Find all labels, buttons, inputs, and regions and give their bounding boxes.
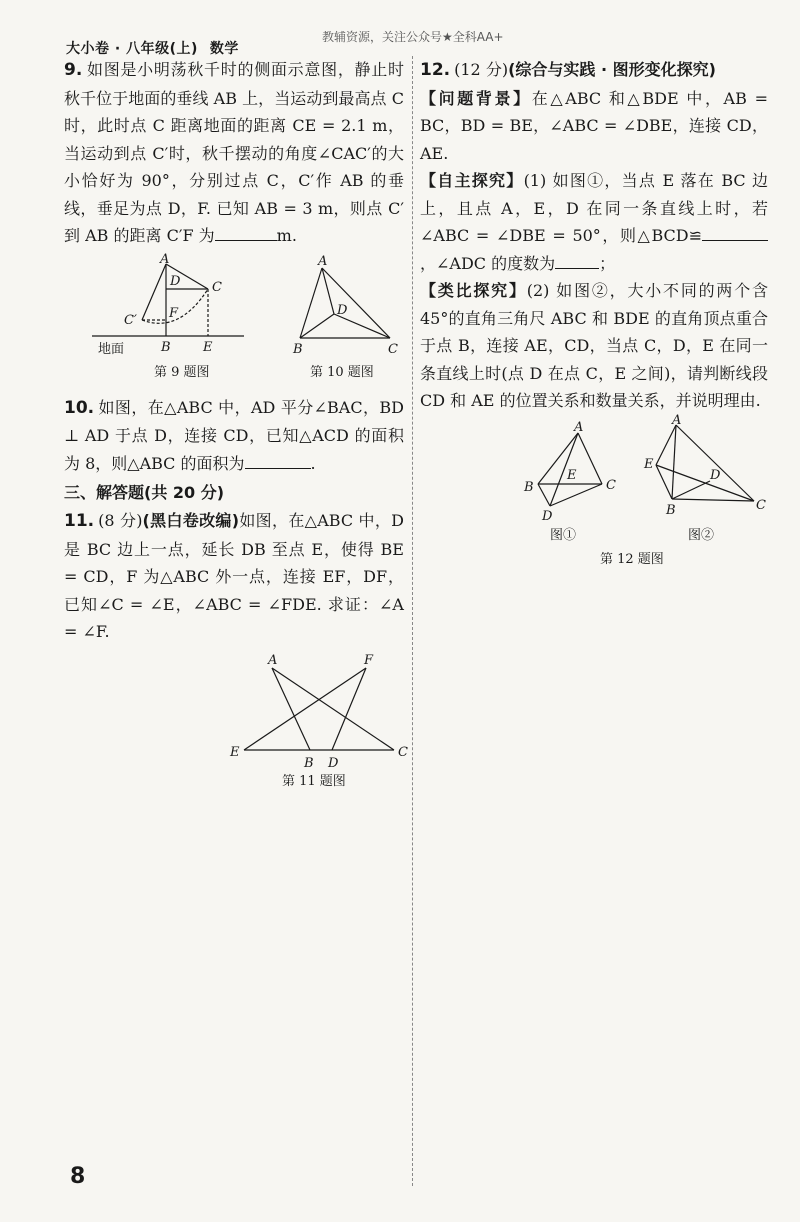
label-a: A	[160, 251, 170, 267]
side-ac	[676, 425, 754, 501]
label-c: C	[398, 744, 408, 760]
answer-blank-2[interactable]	[555, 250, 599, 269]
question-11	[64, 507, 404, 646]
question-number: 9.	[64, 60, 83, 80]
label-d: D	[328, 755, 339, 771]
figure-12	[426, 412, 766, 571]
side-ac	[322, 268, 390, 338]
label-d: D	[710, 467, 721, 483]
label-a: A	[574, 419, 584, 435]
segment-bd	[672, 481, 710, 499]
question-text: 如图，在△ABC 中，AD 平分∠BAC，BD ⊥ AD 于点 D，连接 CD，已知△ACD 的面积为 8，则△ABC 的面积为	[64, 397, 404, 473]
question-10	[64, 394, 404, 478]
label-a: A	[318, 253, 328, 269]
side-ab	[672, 425, 676, 499]
label-e: E	[203, 339, 213, 355]
end-text: .	[310, 453, 316, 473]
question-number: 11.	[64, 511, 95, 531]
segment-ac	[272, 668, 394, 750]
part-2-text: (2) 如图②，大小不同的两个含 45°的直角三角尺 ABC 和 BDE 的直角顶点重合于点 B，连接 AE，CD，当点 C，D，E 在同一条直线上时(点 D 在点 C，E 之间)，请判断线段 CD 和 AE 的位置关系和数量关系，并说明理由.	[420, 281, 768, 410]
figure-12-caption: 第 12 题图	[600, 551, 664, 567]
question-text: 如图是小明荡秋千时的侧面示意图，静止时秋千位于地面的垂线 AB 上，当运动到最高点 C 时，此时点 C 距离地面的距离 CE = 2.1 m，当运动到点 C′时，秋千摆动的角度∠CAC′的大小恰好为 90°，分别过点 C，C′作 AB 的垂线，垂足为点 D，F. 已知 AB = 3 m，则点 C′到 AB 的距离 C′F 为	[64, 60, 404, 245]
label-d: D	[170, 273, 181, 289]
segment-bd	[300, 314, 334, 338]
label-c: C	[388, 341, 398, 357]
figure-12-2-caption: 图②	[688, 527, 715, 543]
page-number: 8	[70, 1164, 86, 1189]
figures-9-10	[64, 251, 404, 384]
label-b: B	[161, 339, 171, 355]
label-d: D	[542, 508, 553, 524]
label-e: E	[230, 744, 240, 760]
unit-text: m.	[276, 226, 297, 245]
part-1-tag: 【自主探究】	[420, 171, 524, 190]
question-points: (12 分)	[454, 60, 509, 79]
figure-12-1	[523, 420, 616, 543]
background-tag: 【问题背景】	[420, 88, 532, 108]
label-c: C	[756, 497, 766, 513]
label-a: A	[268, 652, 278, 668]
side-ab	[300, 268, 322, 338]
label-e: E	[644, 456, 654, 472]
right-column	[420, 56, 768, 571]
label-c: C	[212, 279, 222, 295]
label-f: F	[364, 652, 374, 668]
side-bc	[672, 499, 754, 501]
question-number: 10.	[64, 397, 95, 418]
figure-12-1-caption: 图①	[550, 527, 577, 543]
label-b: B	[304, 755, 314, 771]
subject-label: 数学	[209, 41, 239, 57]
left-column	[64, 56, 408, 790]
figure-11	[224, 654, 424, 790]
figure-12-2	[643, 413, 766, 543]
label-b: B	[293, 341, 303, 357]
part-1-mid: ，∠ADC 的度数为	[420, 253, 556, 273]
figure-9	[84, 251, 284, 384]
part-1-text: (1) 如图①，当点 E 落在 BC 边上，且点 A，E，D 在同一条直线上时，若∠ABC = ∠DBE = 50°，则△BCD≌	[420, 171, 768, 245]
segment-ef	[244, 668, 366, 750]
label-b: B	[524, 479, 534, 495]
label-f: F	[169, 305, 179, 321]
label-a: A	[672, 412, 682, 428]
question-topic-tag: (综合与实践 · 图形变化探究)	[508, 60, 716, 79]
answer-blank[interactable]	[245, 450, 311, 469]
figure-11-caption: 第 11 题图	[282, 773, 346, 789]
part-2-tag: 【类比探究】	[420, 281, 527, 300]
label-c-prime: C′	[124, 312, 137, 328]
segment-fd	[332, 668, 366, 750]
label-ground: 地面	[98, 341, 125, 357]
question-12	[420, 56, 768, 415]
side-ac	[578, 433, 602, 484]
part-1-end: ；	[599, 253, 616, 273]
question-number: 12.	[420, 60, 451, 80]
figure-10-caption: 第 10 题图	[310, 364, 374, 380]
rope-acp	[142, 264, 166, 320]
figure-9-caption: 第 9 题图	[154, 364, 210, 380]
question-text: 如图，在△ABC 中，D 是 BC 边上一点，延长 DB 至点 E，使得 BE = CD，F 为△ABC 外一点，连接 EF，DF，已知∠C = ∠E，∠ABC = ∠FDE. 求证：∠A = ∠F.	[64, 511, 404, 641]
label-c: C	[606, 477, 616, 493]
segment-ae	[656, 425, 676, 465]
answer-blank[interactable]	[215, 222, 277, 241]
segment-bd	[538, 484, 550, 506]
label-e: E	[567, 467, 577, 483]
answer-blank-1[interactable]	[702, 222, 768, 241]
label-d: D	[337, 302, 348, 318]
watermark-text: 教辅资源，关注公众号★全科AA+	[322, 30, 504, 44]
column-divider	[412, 56, 413, 1186]
label-b: B	[666, 502, 676, 518]
header-book-title	[66, 38, 239, 58]
question-points: (8 分)	[98, 511, 143, 530]
section-3-title: 三、解答题(共 20 分)	[64, 483, 225, 502]
book-title: 大小卷 · 八年级(上)	[66, 41, 198, 57]
question-source-tag: (黑白卷改编)	[142, 511, 240, 530]
question-9	[64, 56, 404, 250]
figure-10	[290, 253, 420, 384]
background-text: 在△ABC 和△BDE 中，AB = BC，BD = BE，∠ABC = ∠DBE，连接 CD，AE.	[420, 88, 768, 163]
